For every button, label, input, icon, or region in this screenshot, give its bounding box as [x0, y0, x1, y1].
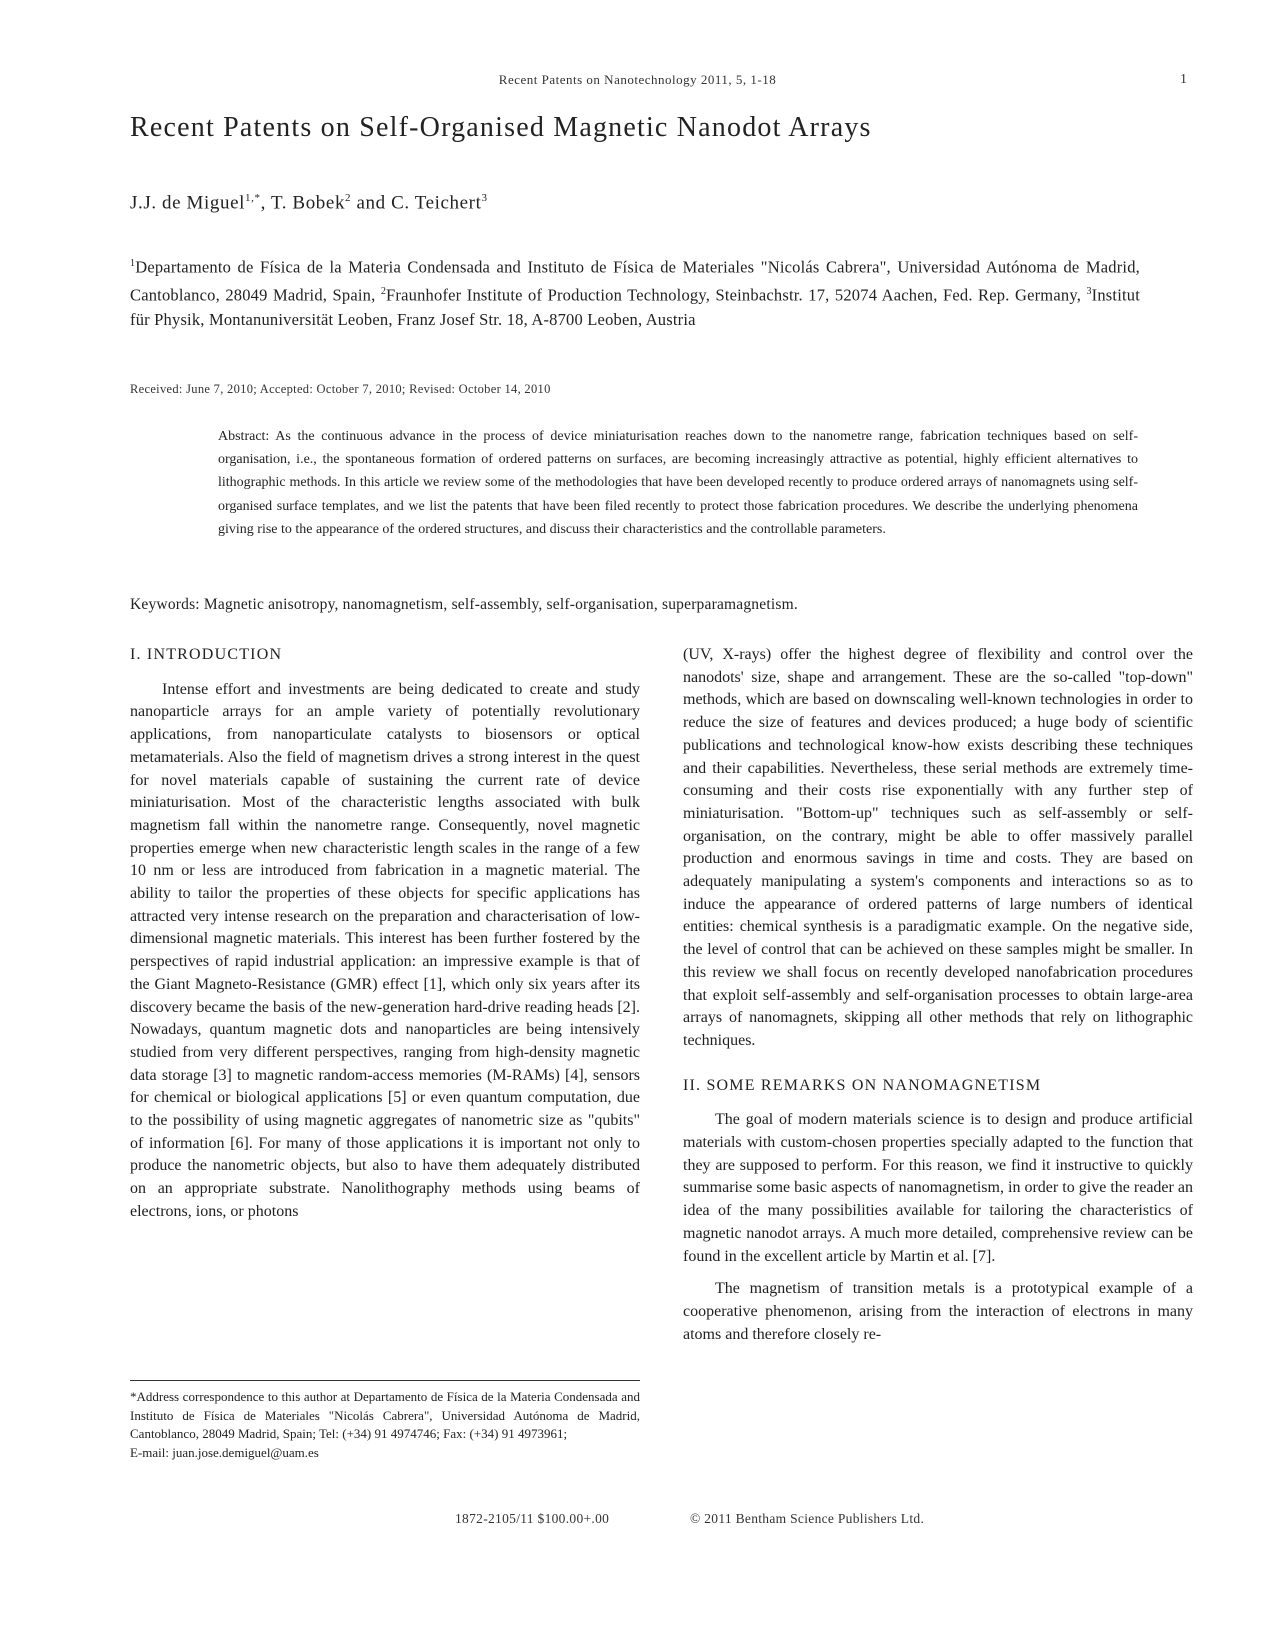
page-number: 1 — [1180, 72, 1187, 87]
author-name: J.J. de Miguel — [130, 192, 246, 214]
section-heading: I. INTRODUCTION — [130, 646, 283, 663]
keywords: Keywords: Magnetic anisotropy, nanomagnetism, self-assembly, self-organisation, superparamagnetism. — [130, 596, 798, 613]
body-paragraph: The magnetism of transition metals is a prototypical example of a cooperative phenomenon, arising from the interaction of electrons in many atoms and therefore closely re- — [683, 1280, 1193, 1343]
footnote-text: *Address correspondence to this author at Departamento de Física de la Materia Condensada and Instituto de Física de Materiales "Nicolás Cabrera", Universidad Autónoma de Madrid, Cantoblanco, 28049 Madrid, Spain; Tel: (+34) 91 4974746; Fax: (+34) 91 4973961; — [130, 1389, 640, 1441]
author-name: T. Bobek — [270, 192, 346, 214]
author-list — [130, 192, 488, 214]
author-separator: and — [351, 192, 392, 214]
author-affiliation-marker: 1,* — [245, 192, 261, 204]
body-paragraph: The goal of modern materials science is to design and produce artificial materials with custom-chosen properties specially adapted to the function that they are supposed to perform. For this reason, we find it instructive to quickly summarise some basic aspects of nanomagnetism, in order to give the reader an idea of the many possibilities available for tailoring the characteristics of magnetic nanodot arrays. A much more detailed, comprehensive review can be found in the excellent article by Martin et al. [7]. — [683, 1111, 1193, 1265]
author-affiliation-marker: 2 — [345, 192, 352, 204]
footer-issn: 1872-2105/11 $100.00+.00 — [455, 1511, 610, 1526]
abstract: Abstract: As the continuous advance in the process of device miniaturisation reaches down to the nanometre range, fabrication techniques based on self-organisation, i.e., the spontaneous formation of ordered patterns on surfaces, are becoming increasingly attractive as potential, highly efficient alternatives to lithographic methods. In this article we review some of the methodologies that have been developed recently to produce ordered arrays of nanomagnets using self-organised surface templates, and we list the patents that have been filed recently to protect those fabrication procedures. We describe the underlying phenomena giving rise to the appearance of the ordered structures, and discuss their characteristics and the controllable parameters. — [218, 429, 1138, 537]
author-separator: , — [260, 192, 271, 214]
article-title: Recent Patents on Self-Organised Magnetic Nanodot Arrays — [130, 112, 872, 143]
right-column — [683, 644, 1193, 1346]
article-dates: Received: June 7, 2010; Accepted: October 7, 2010; Revised: October 14, 2010 — [130, 382, 551, 396]
running-head: Recent Patents on Nanotechnology 2011, 5, 1-18 — [498, 72, 777, 87]
affiliation-text: Institut für Physik, Montanuniversität Leoben, Franz Josef Str. 18, A-8700 Leoben, Austria — [130, 285, 1140, 329]
left-column — [130, 644, 640, 1224]
affiliation-text: Fraunhofer Institute of Production Technology, Steinbachstr. 17, 52074 Aachen, Fed. Rep. Germany, — [386, 285, 1087, 305]
affiliation-marker: 3 — [1086, 286, 1092, 297]
affiliation-marker: 2 — [380, 286, 387, 297]
body-paragraph: (UV, X-rays) offer the highest degree of flexibility and control over the nanodots' size, shape and arrangement. These are the so-called "top-down" methods, which are based on downscaling well-known technologies in order to reduce the size of features and devices produced; a huge body of scientific publications and technological know-how exists describing these techniques and their capabilities. Nevertheless, these serial methods are extremely time-consuming and their costs rise exponentially with any further step of miniaturisation. "Bottom-up" techniques such as self-assembly or self-organisation, on the contrary, might be able to offer massively parallel production and enormous savings in time and costs. They are based on adequately manipulating a system's components and interactions so as to induce the appearance of ordered patterns of large numbers of identical entities: chemical synthesis is a paradigmatic example. On the negative side, the level of control that can be achieved on these samples might be smaller. In this review we shall focus on recently developed nanofabrication procedures that exploit self-assembly and self-organisation processes to obtain large-area arrays of nanomagnets, skipping all other methods that rely on lithographic techniques. — [683, 646, 1193, 1049]
body-paragraph: Intense effort and investments are being dedicated to create and study nanoparticle arrays for an ample variety of potentially revolutionary applications, from nanoparticulate catalysts to biosensors or optical metamaterials. Also the field of magnetism drives a strong interest in the quest for novel materials capable of sustaining the current rate of device miniaturisation. Most of the characteristic lengths associated with bulk magnetism fall within the nanometre range. Consequently, novel magnetic properties emerge when new characteristic length scales in the range of a few 10 nm or less are introduced from fabrication in a magnetic material. The ability to tailor the properties of these objects for specific applications has attracted very intense research on the preparation and characterisation of low-dimensional magnetic materials. This interest has been further fostered by the perspectives of rapid industrial application: an impressive example is that of the Giant Magneto-Resistance (GMR) effect [1], which only six years after its discovery became the basis of the new-generation hard-drive reading heads [2]. Nowadays, quantum magnetic dots and nanoparticles are being intensively studied from very different perspectives, ranging from high-density magnetic data storage [3] to magnetic random-access memories (M-RAMs) [4], sensors for chemical or biological applications [5] or even quantum computation, due to the possibility of using magnetic aggregates of nanometric size as "qubits" of information [6]. For many of those applications it is important not only to produce the nanometric objects, but also to have them adequately distributed on an appropriate substrate. Nanolithography methods using beams of electrons, ions, or photons — [130, 680, 640, 1220]
footer-copyright: © 2011 Bentham Science Publishers Ltd. — [690, 1511, 925, 1526]
correspondence-footnote — [130, 1388, 640, 1462]
section-heading: II. SOME REMARKS ON NANOMAGNETISM — [683, 1076, 1042, 1094]
author-name: C. Teichert — [391, 192, 482, 214]
footnote-email[interactable]: E-mail: juan.jose.demiguel@uam.es — [130, 1444, 319, 1460]
affiliations — [130, 252, 1140, 333]
affiliation-text: Departamento de Física de la Materia Condensada and Instituto de Física de Materiales "Nicolás Cabrera", Universidad Autónoma de Madrid, Cantoblanco, 28049 Madrid, Spain, — [130, 257, 1140, 305]
author-affiliation-marker: 3 — [481, 192, 488, 204]
affiliation-marker: 1 — [130, 258, 136, 269]
footnote-divider — [130, 1380, 640, 1381]
